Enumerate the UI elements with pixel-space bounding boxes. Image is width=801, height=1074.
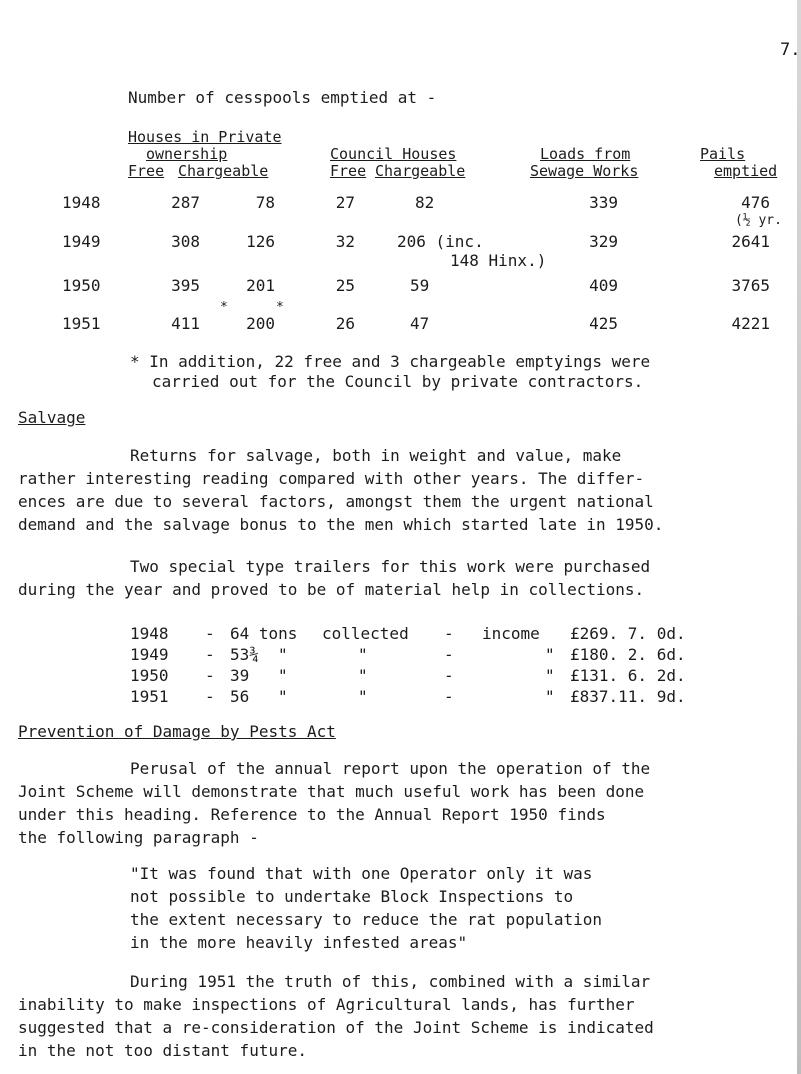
salvage-year: 1948 xyxy=(130,624,169,643)
salvage-dash: - xyxy=(444,624,454,643)
salvage-year: 1949 xyxy=(130,645,169,664)
paragraph-line: During 1951 the truth of this, combined with a similar xyxy=(130,972,651,991)
paragraph-line: Two special type trailers for this work were purchased xyxy=(130,557,651,576)
cell-private-free: 308 xyxy=(171,232,200,251)
cell-council-chargeable: 47 xyxy=(410,314,430,333)
page-title: Number of cesspools emptied at - xyxy=(128,88,437,107)
cell-private-chargeable: 126 xyxy=(246,232,275,251)
salvage-dash: - xyxy=(444,666,454,685)
page-edge-shadow xyxy=(797,0,801,1074)
cell-council-free: 25 xyxy=(335,276,355,295)
quote-line: not possible to undertake Block Inspections to xyxy=(130,887,574,906)
salvage-year: 1951 xyxy=(130,687,169,706)
cell-private-chargeable: 201 xyxy=(246,276,275,295)
cell-loads: 329 xyxy=(589,232,618,251)
cell-pails: 476 xyxy=(741,193,770,212)
cell-council-free: 26 xyxy=(335,314,355,333)
cell-council-free: 32 xyxy=(335,232,355,251)
asterisk-mark: * xyxy=(220,300,228,315)
cell-private-chargeable: 78 xyxy=(255,193,275,212)
salvage-collected: collected xyxy=(322,624,409,643)
salvage-tons: 53¾ xyxy=(230,645,259,664)
salvage-income-label: income xyxy=(482,624,540,643)
salvage-amount: £837.11. 9d. xyxy=(570,687,686,706)
cell-council-chargeable: 206 (inc. xyxy=(397,232,484,251)
quote-line: the extent necessary to reduce the rat population xyxy=(130,910,603,929)
salvage-tons: 39 xyxy=(230,666,250,685)
cell-loads: 409 xyxy=(589,276,618,295)
subheader-private-free: Free xyxy=(128,162,165,180)
paragraph-line: demand and the salvage bonus to the men which started late in 1950. xyxy=(18,515,664,534)
cell-private-chargeable: 200 xyxy=(246,314,275,333)
footnote-line: * In addition, 22 free and 3 chargeable emptyings were xyxy=(130,352,651,371)
salvage-ditto: " xyxy=(278,666,288,685)
paragraph-line: under this heading. Reference to the Annual Report 1950 finds xyxy=(18,805,606,824)
salvage-dash: - xyxy=(205,666,215,685)
salvage-amount: £180. 2. 6d. xyxy=(570,645,686,664)
cell-council-chargeable: 82 xyxy=(415,193,435,212)
cell-loads: 425 xyxy=(589,314,618,333)
subheader-council-chargeable: Chargeable xyxy=(375,162,466,180)
paragraph-line: Returns for salvage, both in weight and value, make xyxy=(130,446,622,465)
cell-council-chargeable: 59 xyxy=(410,276,430,295)
section-heading-pests: Prevention of Damage by Pests Act xyxy=(18,722,336,741)
paragraph-line: in the not too distant future. xyxy=(18,1041,307,1060)
paragraph-line: Joint Scheme will demonstrate that much useful work has been done xyxy=(18,782,645,801)
row-year: 1948 xyxy=(62,193,101,212)
salvage-ditto: " xyxy=(358,666,368,685)
asterisk-mark: * xyxy=(276,300,284,315)
salvage-year: 1950 xyxy=(130,666,169,685)
cell-private-free: 287 xyxy=(171,193,200,212)
quote-line: in the more heavily infested areas" xyxy=(130,933,468,952)
salvage-amount: £131. 6. 2d. xyxy=(570,666,686,685)
paragraph-line: inability to make inspections of Agricultural lands, has further xyxy=(18,995,635,1014)
cell-private-free: 395 xyxy=(171,276,200,295)
paragraph-line: rather interesting reading compared with other years. The differ- xyxy=(18,469,645,488)
paragraph-line: ences are due to several factors, amongst them the urgent national xyxy=(18,492,654,511)
paragraph-line: suggested that a re-consideration of the Joint Scheme is indicated xyxy=(18,1018,654,1037)
subheader-pails-emptied: emptied xyxy=(714,162,778,180)
row-year: 1949 xyxy=(62,232,101,251)
page-number: 7. xyxy=(780,40,801,60)
salvage-amount: £269. 7. 0d. xyxy=(570,624,686,643)
row-year: 1950 xyxy=(62,276,101,295)
cell-pails: 4221 xyxy=(731,314,770,333)
cell-pails: 2641 xyxy=(731,232,770,251)
header-council: Council Houses xyxy=(330,145,457,163)
salvage-tons: 64 tons xyxy=(230,624,298,643)
cell-council-free: 27 xyxy=(335,193,355,212)
cell-pails: 3765 xyxy=(731,276,770,295)
salvage-dash: - xyxy=(205,645,215,664)
quote-line: "It was found that with one Operator only it was xyxy=(130,864,593,883)
header-pails: Pails xyxy=(700,145,746,163)
paragraph-line: Perusal of the annual report upon the operation of the xyxy=(130,759,651,778)
salvage-ditto: " xyxy=(545,687,555,706)
subheader-private-chargeable: Chargeable xyxy=(178,162,269,180)
salvage-ditto: " xyxy=(358,645,368,664)
header-private-ownership: ownership xyxy=(146,145,228,163)
paragraph-line: during the year and proved to be of material help in collections. xyxy=(18,580,645,599)
salvage-ditto: " xyxy=(278,645,288,664)
salvage-dash: - xyxy=(205,687,215,706)
section-heading-salvage: Salvage xyxy=(18,408,86,427)
cell-pails-note: (½ yr. xyxy=(735,213,782,228)
footnote-line: carried out for the Council by private contractors. xyxy=(152,372,644,391)
subheader-council-free: Free xyxy=(330,162,367,180)
subheader-sewage-works: Sewage Works xyxy=(530,162,639,180)
salvage-ditto: " xyxy=(358,687,368,706)
salvage-dash: - xyxy=(444,687,454,706)
salvage-ditto: " xyxy=(545,645,555,664)
cell-private-free: 411 xyxy=(171,314,200,333)
header-loads: Loads from xyxy=(540,145,631,163)
header-private: Houses in Private xyxy=(128,128,282,146)
cell-council-chargeable-note: 148 Hinx.) xyxy=(450,251,547,270)
salvage-ditto: " xyxy=(545,666,555,685)
salvage-dash: - xyxy=(444,645,454,664)
row-year: 1951 xyxy=(62,314,101,333)
salvage-dash: - xyxy=(205,624,215,643)
paragraph-line: the following paragraph - xyxy=(18,828,259,847)
cell-loads: 339 xyxy=(589,193,618,212)
salvage-tons: 56 xyxy=(230,687,250,706)
salvage-ditto: " xyxy=(278,687,288,706)
